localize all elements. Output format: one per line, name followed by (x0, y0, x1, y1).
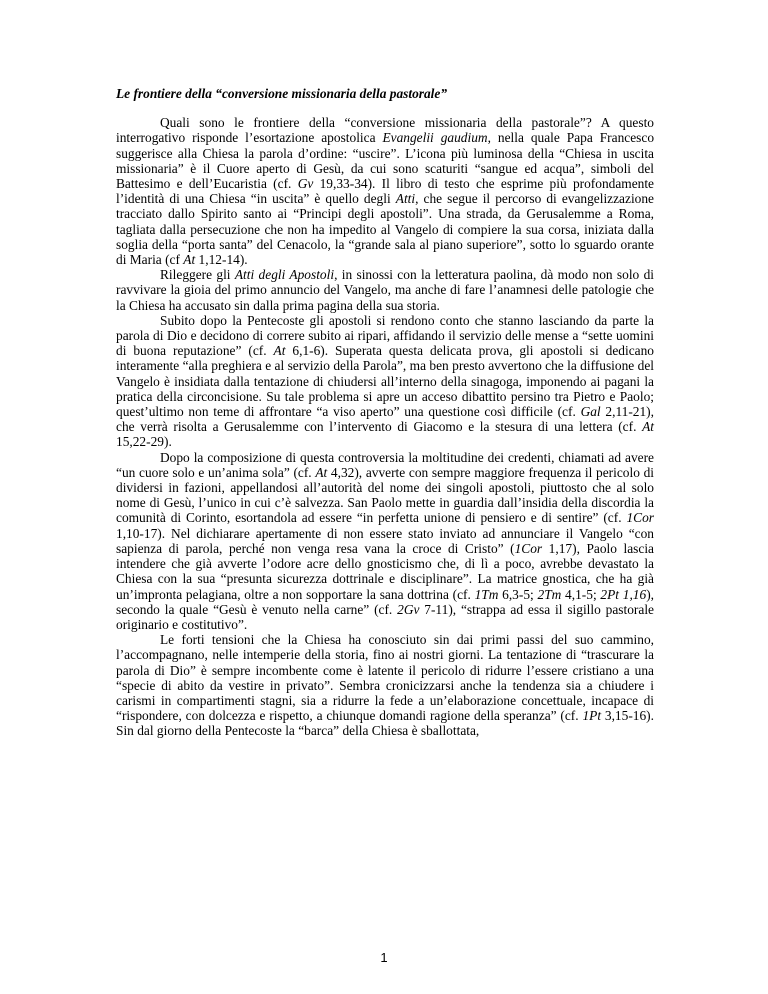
citation-italic: 2Gv (397, 601, 420, 617)
citation-italic: 1Cor (514, 540, 543, 556)
document-page (116, 86, 654, 739)
citation-italic: Gal (580, 404, 601, 420)
paragraph: Rileggere gli Atti degli Apostoli, in sinossi con la letteratura paolina, dà modo non solo di ravvivare la gioia del primo annuncio del Vangelo, ma anche di fare l’anamnesi delle patologie che la Chiesa ha accusato sin dalla prima pagina della sua storia. (116, 267, 654, 313)
citation-italic: Evangelii gaudium (382, 130, 488, 146)
citation-italic: At (642, 419, 654, 435)
citation-italic: At (183, 252, 196, 268)
citation-italic: 1Pt (582, 708, 602, 724)
citation-italic: 2Tm (537, 586, 562, 602)
citation-italic: Atti degli Apostoli (234, 267, 335, 283)
citation-italic: At (273, 343, 286, 359)
document-title: Le frontiere della “conversione missionaria della pastorale” (116, 86, 448, 101)
citation-italic: 1Cor (626, 510, 654, 526)
paragraph: Dopo la composizione di questa controversia la moltitudine dei credenti, chiamati ad avere “un cuore solo e un’anima sola” (cf. At 4,32), avverte con sempre maggiore frequenza il pericolo di dividersi in fazioni, appellandosi all’autorità del nome dei singoli apostoli, piuttosto che al solo nome di Gesù, l’unico in cui c’è salvezza. San Paolo mette in guardia dall’insidia della discordia la comunità di Corinto, esortandola ad essere “in perfetta unione di pensiero e di sentire” (cf. 1Cor 1,10-17). Nel dichiarare apertamente di non essere stato inviato ad annunciare il Vangelo “con sapienza di parola, perché non venga resa vana la croce di Cristo” (1Cor 1,17), Paolo lascia intendere che già avverte l’odore acre dello gnosticismo che, di lì a poco, avrebbe devastato la Chiesa con la sua “presunta sicurezza dottrinale e disciplinare”. La matrice gnostica, che ha già un’impronta pelagiana, oltre a non sopportare la sana dottrina (cf. 1Tm 6,3-5; 2Tm 4,1-5; 2Pt 1,16), secondo la quale “Gesù è venuto nella carne” (cf. 2Gv 7-11), “strappa ad essa il sigillo pastorale originario e costitutivo”. (116, 449, 654, 632)
citation-italic: 2Pt 1,16 (600, 586, 647, 602)
paragraph: Le forti tensioni che la Chiesa ha conosciuto sin dai primi passi del suo cammino, l’accompagnano, nelle intemperie della storia, fino ai nostri giorni. La tentazione di “trascurare la parola di Dio” è sempre incombente come è latente il pericolo di ridurre l’essere cristiano a una “specie di abito da vestire in privato”. Sembra cronicizzarsi anche la tendenza sia a chiudere i carismi in compartimenti stagni, sia a ridurre la fede a un’elaborazione concettuale, incapace di “rispondere, con dolcezza e rispetto, a chiunque domandi ragione della speranza” (cf. 1Pt 3,15-16). Sin dal giorno della Pentecoste la “barca” della Chiesa è sballottata, (116, 632, 654, 739)
citation-italic: 1Tm (474, 586, 499, 602)
citation-italic: Atti (395, 191, 416, 207)
citation-italic: Gv (297, 176, 314, 192)
page-number: 1 (380, 950, 388, 965)
citation-italic: At (315, 464, 328, 480)
paragraph: Quali sono le frontiere della “conversione missionaria della pastorale”? A questo interrogativo risponde l’esortazione apostolica Evangelii gaudium, nella quale Papa Francesco suggerisce alla Chiesa la parola d’ordine: “uscire”. L’icona più luminosa della “Chiesa in uscita missionaria” è il Cuore aperto di Gesù, da cui sono scaturiti “sangue ed acqua”, simboli del Battesimo e dell’Eucaristia (cf. Gv 19,33-34). Il libro di testo che esprime più profondamente l’identità di una Chiesa “in uscita” è quello degli Atti, che segue il percorso di evangelizzazione tracciato dallo Spirito santo ai “Principi degli apostoli”. Una strada, da Gerusalemme a Roma, tagliata dalla persecuzione che non ha impedito al Vangelo di compiere la sua corsa, iniziata dalla soglia della “porta santa” del Cenacolo, la “grande sala al piano superiore”, sotto lo sguardo orante di Maria (cf At 1,12-14). (116, 115, 655, 268)
paragraph: Subito dopo la Pentecoste gli apostoli si rendono conto che stanno lasciando da parte la parola di Dio e decidono di correre subito ai ripari, affidando il servizio delle mense a “sette uomini di buona reputazione” (cf. At 6,1-6). Superata questa delicata prova, gli apostoli si dedicano interamente “alla preghiera e al servizio della Parola”, ma ben presto avvertono che la diffusione del Vangelo è insidiata dalla tentazione di chiudersi all’interno della sinagoga, imponendo ai pagani la pratica della circoncisione. Su tale problema si apre un acceso dibattito persino tra Pietro e Paolo; quest’ultimo non teme di affrontare “a viso aperto” una questione così difficile (cf. Gal 2,11-21), che verrà risolta a Gerusalemme con l’intervento di Giacomo e la stesura di una lettera (cf. At 15,22-29). (116, 312, 655, 450)
